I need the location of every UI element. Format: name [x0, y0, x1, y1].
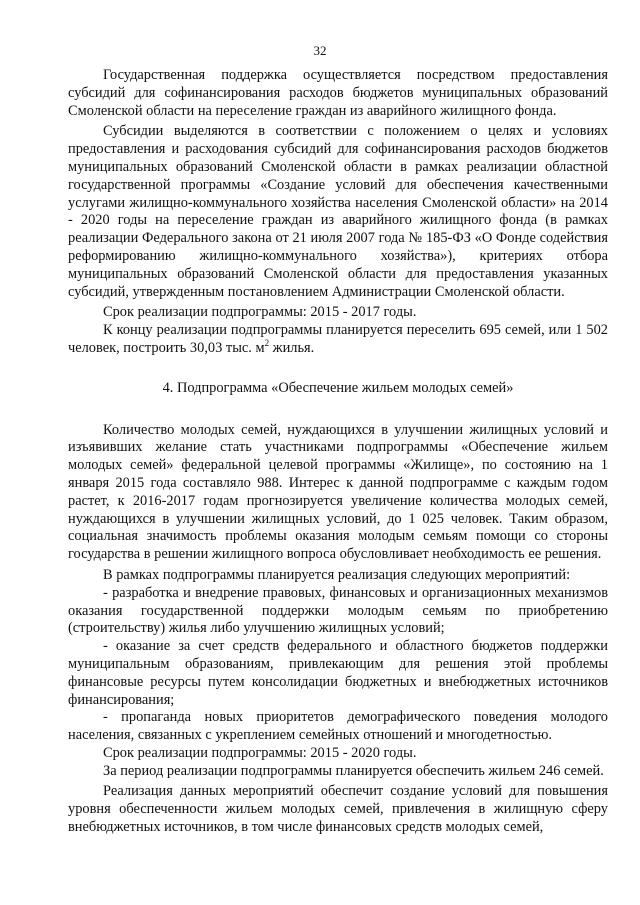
paragraph: Срок реализации подпрограммы: 2015 - 2020 годы.: [103, 744, 417, 761]
paragraph-result: [68, 322, 608, 358]
list-item: - пропаганда новых приоритетов демографического поведения молодого населения, связанных с укреплением семейных отношений и многодетностью.: [68, 709, 608, 744]
paragraph: За период реализации подпрограммы планируется обеспечить жильем 246 семей.: [103, 762, 604, 779]
list-item: - оказание за счет средств федерального и областного бюджетов поддержки муниципальным образованиям, привлекающим для решения этой проблемы финансовые ресурсы путем консолидации бюджетных и внебюджетных источников финансирования;: [68, 638, 608, 708]
paragraph: Государственная поддержка осуществляется посредством предоставления субсидий для софинансирования расходов бюджетов муниципальных образований Смоленской области на переселение граждан из аварийного жилищного фонда.: [68, 67, 608, 119]
document-body: [68, 67, 608, 837]
paragraph: В рамках подпрограммы планируется реализация следующих мероприятий:: [103, 566, 571, 583]
paragraph: Реализация данных мероприятий обеспечит создание условий для повышения уровня обеспеченности жильем молодых семей, привлечения в жилищную сферу внебюджетных источников, в том числе финансовых средств молодых семей,: [68, 783, 608, 836]
paragraph: Субсидии выделяются в соответствии с положением о целях и условиях предоставления и расходования субсидий для софинансирования расходов бюджетов муниципальных образований Смоленской области в рамках реализации областной государственной программы «Создание условий для обеспечения качественными услугами жилищно-коммунального хозяйства населения Смоленской области» на 2014 - 2020 годы на переселение граждан из аварийного жилищного фонда (в рамках реализации Федерального закона от 21 июля 2007 года № 185-ФЗ «О Фонде содействия реформированию жилищно-коммунального хозяйства»), критериях отбора муниципальных образований Смоленской области для предоставления указанных субсидий, утвержденным постановлением Администрации Смоленской области.: [68, 123, 608, 300]
paragraph: Срок реализации подпрограммы: 2015 - 2017 годы.: [103, 304, 417, 321]
superscript: 2: [264, 338, 270, 349]
list-item: - разработка и внедрение правовых, финансовых и организационных механизмов оказания государственной поддержки молодым семьям по приобретению (строительству) жилья либо улучшению жилищных условий;: [68, 584, 608, 637]
result-text-end: жилья.: [269, 339, 315, 356]
paragraph: Количество молодых семей, нуждающихся в улучшении жилищных условий и изъявивших желание стать участниками подпрограммы «Обеспечение жильем молодых семей» федеральной целевой программы «Жилище», по состоянию на 1 января 2015 года составляло 988. Интерес к данной подпрограмме с каждым годом растет, к 2016-2017 годам прогнозируется увеличение количества молодых семей, нуждающихся в улучшении жилищных условий, до 1 025 человек. Таким образом, социальная значимость проблемы оказания молодым семьям помощи со стороны государства в решении жилищного вопроса обусловливает необходимость ее решения.: [68, 421, 608, 563]
section-heading: 4. Подпрограмма «Обеспечение жильем молодых семей»: [162, 379, 514, 396]
result-text: К концу реализации подпрограммы планируется переселить 695 семей, или 1 502 человек, построить 30,03 тыс. м: [68, 322, 608, 356]
page-number: 32: [313, 43, 327, 58]
